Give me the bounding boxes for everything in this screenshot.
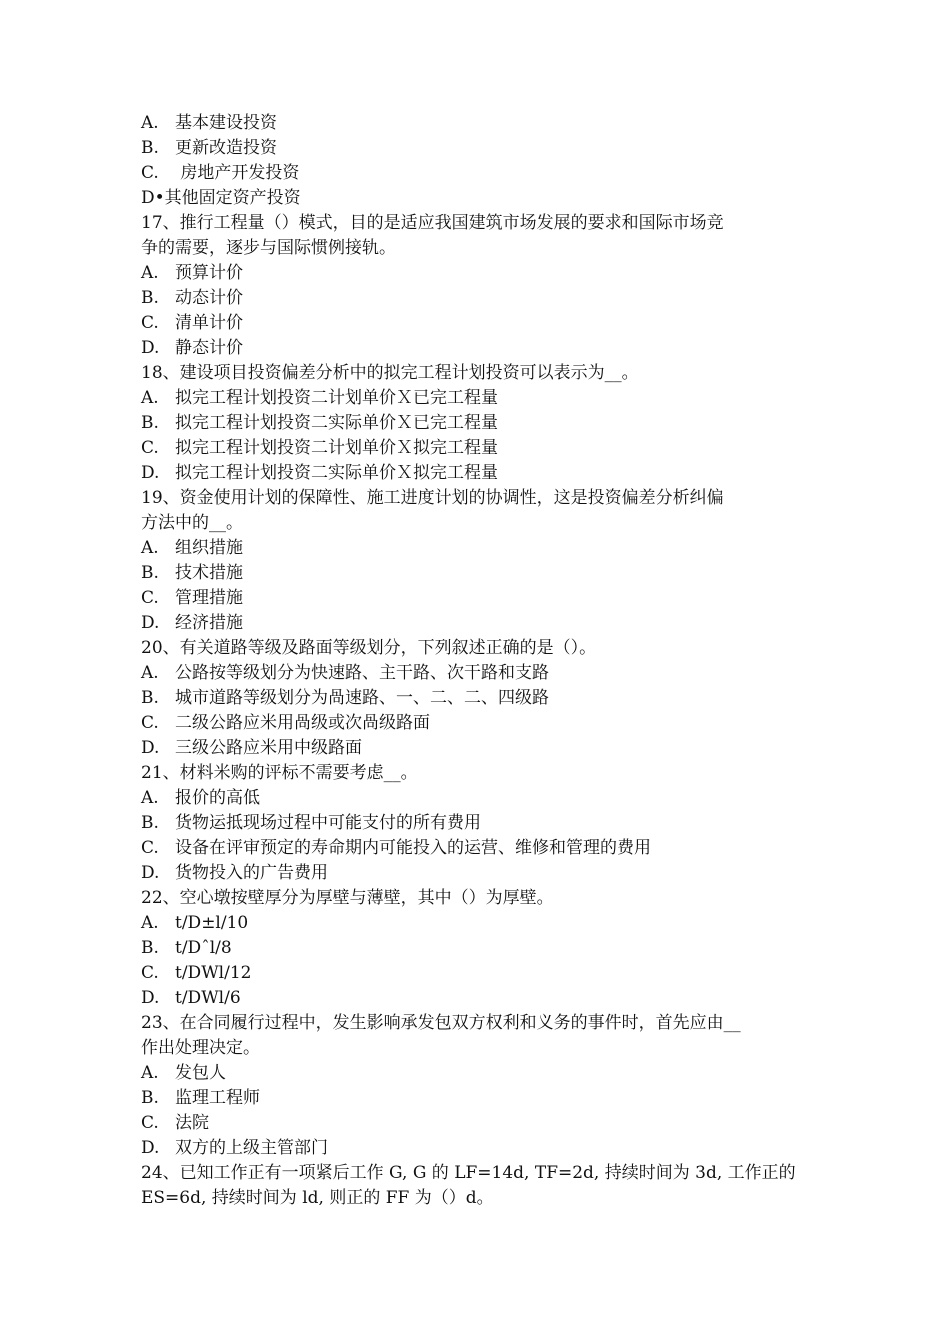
option-letter: C. <box>141 588 159 608</box>
option-line <box>141 1111 821 1136</box>
option-letter: C. <box>141 313 159 333</box>
option-letter: B. <box>141 688 159 708</box>
question-block <box>141 761 821 886</box>
option-line <box>141 611 821 636</box>
option-text: 公路按等级划分为快速路、主干路、次干路和支路 <box>175 663 549 683</box>
option-line <box>141 811 821 836</box>
question-block <box>141 1011 821 1161</box>
option-line <box>141 586 821 611</box>
option-line <box>141 661 821 686</box>
option-letter: B. <box>141 1088 159 1108</box>
option-line <box>141 336 821 361</box>
option-text: 更新改造投资 <box>175 138 277 158</box>
option-letter: A. <box>141 388 159 408</box>
option-text: 组织措施 <box>175 538 243 558</box>
question-stem: 23、在合同履行过程中，发生影响承发包双方权利和义务的事件时，首先应由__ <box>141 1013 741 1033</box>
option-line <box>141 286 821 311</box>
option-text: 拟完工程计划投资二计划单价Ｘ拟完工程量 <box>175 438 498 458</box>
option-letter: A. <box>141 788 159 808</box>
option-line <box>141 861 821 886</box>
option-line <box>141 261 821 286</box>
option-letter: A. <box>141 1063 159 1083</box>
option-text: 法院 <box>175 1113 209 1133</box>
question-stem: 19、资金使用计划的保障性、施工进度计划的协调性，这是投资偏差分析纠偏 <box>141 488 724 508</box>
question-stem: 17、推行工程量（）模式，目的是适应我国建筑市场发展的要求和国际市场竞 <box>141 213 724 233</box>
option-line <box>141 711 821 736</box>
question-list <box>141 211 821 1211</box>
question-stem: 24、已知工作正有一项紧后工作 G, G 的 LF=14d, TF=2d, 持续时间为 3d, 工作正的 <box>141 1163 796 1183</box>
option-letter: A. <box>141 113 159 133</box>
option-text: 报价的高低 <box>175 788 260 808</box>
option-letter: A. <box>141 263 159 283</box>
question-block <box>141 211 821 361</box>
option-line <box>141 961 821 986</box>
question-block <box>141 1161 821 1211</box>
question-stem: 20、有关道路等级及路面等级划分，下列叙述正确的是（）。 <box>141 638 597 658</box>
option-text: 设备在评审预定的寿命期内可能投入的运营、维修和管理的费用 <box>175 838 651 858</box>
option-line <box>141 1061 821 1086</box>
option-text: 拟完工程计划投资二实际单价Ｘ已完工程量 <box>175 413 498 433</box>
option-letter: C. <box>141 838 159 858</box>
option-text: 监理工程师 <box>175 1088 260 1108</box>
option-letter: D. <box>141 338 160 358</box>
option-letter: D. <box>141 463 160 483</box>
option-letter: D. <box>141 1138 160 1158</box>
option-text: 拟完工程计划投资二实际单价Ｘ拟完工程量 <box>175 463 498 483</box>
option-text: 静态计价 <box>175 338 243 358</box>
option-text: 预算计价 <box>175 263 243 283</box>
option-line <box>141 436 821 461</box>
option-letter: D. <box>141 613 160 633</box>
option-letter: C. <box>141 1113 159 1133</box>
option-letter: C. <box>141 163 159 183</box>
option-text: 城市道路等级划分为咼速路、一、二、二、四级路 <box>175 688 549 708</box>
option-line: D•其他固定资产投资 <box>141 188 301 208</box>
option-line <box>141 836 821 861</box>
option-line <box>141 986 821 1011</box>
option-line <box>141 686 821 711</box>
question-block <box>141 486 821 636</box>
option-letter: B. <box>141 563 159 583</box>
option-text: 货物运抵现场过程中可能支付的所有费用 <box>175 813 481 833</box>
option-text: t/DWl/6 <box>175 988 241 1008</box>
option-line <box>141 561 821 586</box>
option-text: t/Dˆl/8 <box>175 938 232 958</box>
option-line <box>141 136 821 161</box>
option-text: 技术措施 <box>175 563 243 583</box>
option-line <box>141 786 821 811</box>
question-stem-continued: 争的需要，逐步与国际惯例接轨。 <box>141 238 396 258</box>
option-line <box>141 411 821 436</box>
question-stem: 21、材料米购的评标不需要考虑__。 <box>141 763 418 783</box>
option-line <box>141 111 821 136</box>
option-letter: C. <box>141 963 159 983</box>
option-text: 房地产开发投资 <box>175 163 300 183</box>
option-letter: B. <box>141 413 159 433</box>
option-line <box>141 536 821 561</box>
option-letter: C. <box>141 713 159 733</box>
option-text: t/D±l/10 <box>175 913 249 933</box>
option-letter: D. <box>141 863 160 883</box>
option-letter: B. <box>141 813 159 833</box>
option-line <box>141 936 821 961</box>
option-line <box>141 386 821 411</box>
question-block <box>141 636 821 761</box>
option-line <box>141 736 821 761</box>
option-letter: A. <box>141 538 159 558</box>
question-stem: 22、空心墩按壁厚分为厚壁与薄壁，其中（）为厚壁。 <box>141 888 554 908</box>
document-body <box>141 111 821 1211</box>
option-text: 货物投入的广告费用 <box>175 863 328 883</box>
question-stem-continued: ES=6d, 持续时间为 ld, 则正的 FF 为（）d。 <box>141 1188 494 1208</box>
option-text: 清单计价 <box>175 313 243 333</box>
question-stem-continued: 方法中的__。 <box>141 513 243 533</box>
option-line <box>141 161 821 186</box>
option-text: 动态计价 <box>175 288 243 308</box>
option-letter: A. <box>141 913 159 933</box>
option-text: 基本建设投资 <box>175 113 277 133</box>
option-line <box>141 311 821 336</box>
question-block <box>141 361 821 486</box>
option-text: 经济措施 <box>175 613 243 633</box>
option-letter: D. <box>141 988 160 1008</box>
option-text: 二级公路应米用咼级或次咼级路面 <box>175 713 430 733</box>
option-text: t/DWl/12 <box>175 963 252 983</box>
option-letter: B. <box>141 288 159 308</box>
question-block <box>141 886 821 1011</box>
option-text: 管理措施 <box>175 588 243 608</box>
option-text: 发包人 <box>175 1063 226 1083</box>
option-line <box>141 1136 821 1161</box>
option-letter: B. <box>141 938 159 958</box>
option-text: 三级公路应米用中级路面 <box>175 738 362 758</box>
option-line <box>141 911 821 936</box>
question-stem-continued: 作出处理决定。 <box>141 1038 260 1058</box>
option-letter: A. <box>141 663 159 683</box>
option-text: 双方的上级主管部门 <box>175 1138 328 1158</box>
option-letter: C. <box>141 438 159 458</box>
option-line <box>141 1086 821 1111</box>
option-letter: B. <box>141 138 159 158</box>
option-line <box>141 461 821 486</box>
option-letter: D. <box>141 738 160 758</box>
option-text: 拟完工程计划投资二计划单价Ｘ已完工程量 <box>175 388 498 408</box>
question-stem: 18、建设项目投资偏差分析中的拟完工程计划投资可以表示为__。 <box>141 363 639 383</box>
